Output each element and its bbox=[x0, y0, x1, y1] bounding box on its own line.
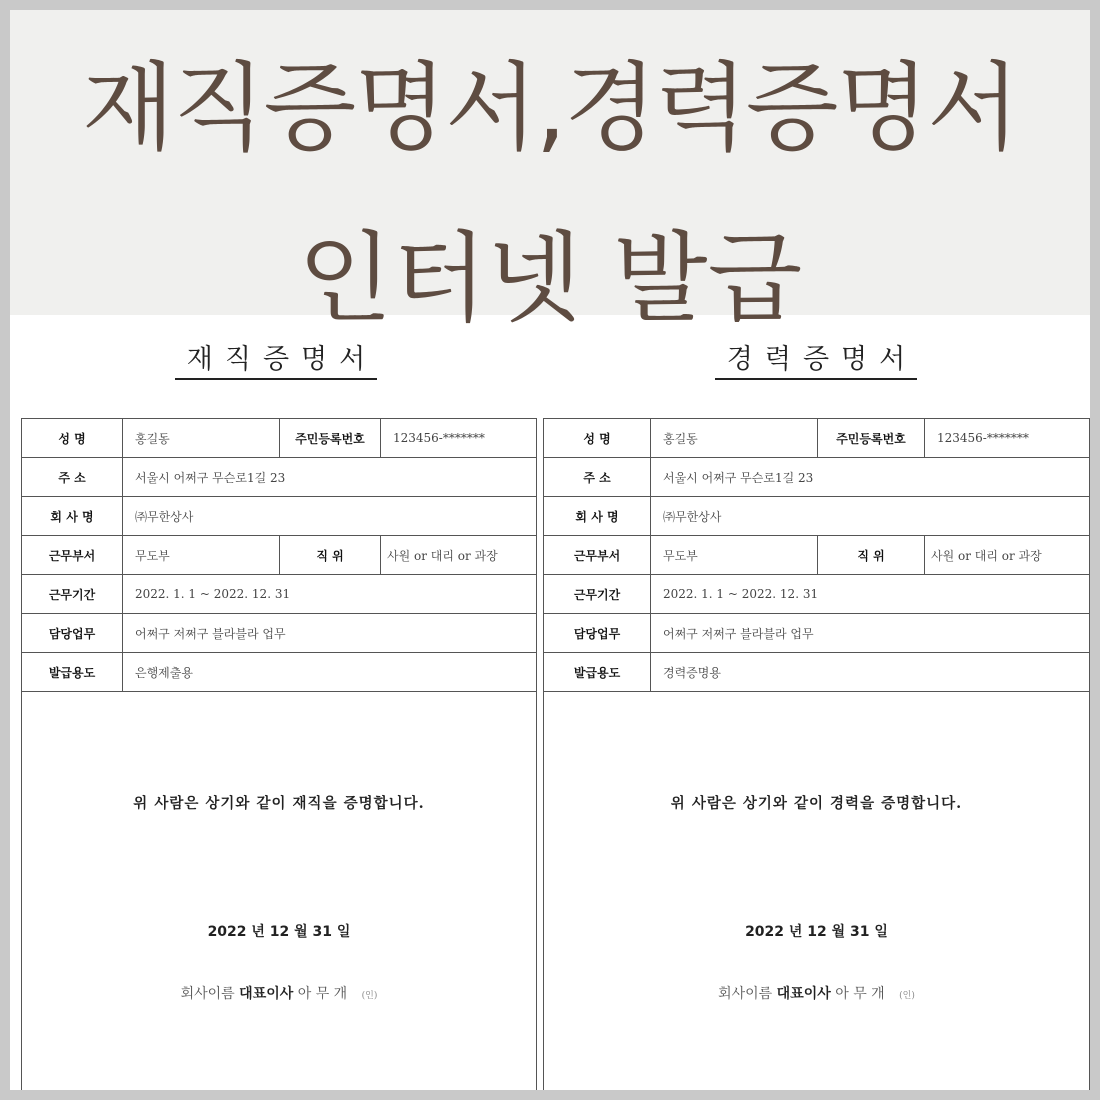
value-department: 무도부 bbox=[135, 548, 170, 563]
signature-line bbox=[544, 983, 1089, 1003]
career-certificate bbox=[542, 315, 1090, 1090]
document-title: 경력증명서 bbox=[542, 337, 1090, 376]
label-department: 근무부서 bbox=[544, 536, 651, 574]
label-duties: 담당업무 bbox=[22, 614, 123, 652]
value-name: 홍길동 bbox=[663, 431, 698, 446]
company-name: 회사이름 bbox=[180, 986, 235, 1002]
value-company: ㈜무한상사 bbox=[135, 509, 194, 524]
signature-line bbox=[22, 983, 536, 1003]
image-frame bbox=[10, 10, 1090, 1090]
label-resident-number: 주민등록번호 bbox=[817, 419, 925, 457]
label-name: 성 명 bbox=[22, 419, 123, 457]
value-duties: 어쩌구 저쩌구 블라블라 업무 bbox=[663, 626, 814, 641]
row-department bbox=[544, 536, 1089, 575]
row-company bbox=[22, 497, 536, 536]
banner-title-line-2: 인터넷 발급 bbox=[297, 222, 803, 336]
value-position: 사원 or 대리 or 과장 bbox=[931, 548, 1042, 563]
row-department bbox=[22, 536, 536, 575]
certificate-sheet bbox=[21, 418, 537, 1090]
ceo-name: 아 무 개 bbox=[835, 986, 885, 1002]
row-purpose bbox=[544, 653, 1089, 692]
label-period: 근무기간 bbox=[22, 575, 123, 613]
label-duties: 담당업무 bbox=[544, 614, 651, 652]
value-period: 2022. 1. 1 ~ 2022. 12. 31 bbox=[663, 587, 819, 601]
certification-statement: 위 사람은 상기와 같이 경력을 증명합니다. bbox=[670, 795, 963, 812]
label-address: 주 소 bbox=[22, 458, 123, 496]
value-address: 서울시 어쩌구 무슨로1길 23 bbox=[663, 470, 814, 485]
certificate-sheet bbox=[543, 418, 1090, 1090]
row-company bbox=[544, 497, 1089, 536]
value-purpose: 경력증명용 bbox=[663, 665, 721, 680]
value-name: 홍길동 bbox=[135, 431, 170, 446]
employment-certificate bbox=[10, 315, 542, 1090]
label-company: 회 사 명 bbox=[22, 497, 123, 535]
value-address: 서울시 어쩌구 무슨로1길 23 bbox=[135, 470, 286, 485]
certification-statement: 위 사람은 상기와 같이 재직을 증명합니다. bbox=[133, 795, 425, 812]
label-purpose: 발급용도 bbox=[22, 653, 123, 691]
label-name: 성 명 bbox=[544, 419, 651, 457]
ceo-name: 아 무 개 bbox=[297, 986, 348, 1002]
label-company: 회 사 명 bbox=[544, 497, 651, 535]
label-position: 직 위 bbox=[279, 536, 381, 574]
row-duties bbox=[544, 614, 1089, 653]
document-title: 재직증명서 bbox=[10, 337, 542, 376]
banner-title-line-1: 재직증명서,경력증명서 bbox=[82, 52, 1018, 164]
value-purpose: 은행제출용 bbox=[135, 665, 193, 680]
value-resident-number: 123456-******* bbox=[393, 431, 485, 445]
row-name bbox=[544, 419, 1089, 458]
label-address: 주 소 bbox=[544, 458, 651, 496]
value-department: 무도부 bbox=[663, 548, 698, 563]
value-position: 사원 or 대리 or 과장 bbox=[387, 548, 498, 563]
label-position: 직 위 bbox=[817, 536, 925, 574]
title-banner bbox=[10, 10, 1090, 336]
row-purpose bbox=[22, 653, 536, 692]
value-period: 2022. 1. 1 ~ 2022. 12. 31 bbox=[135, 587, 291, 601]
company-name: 회사이름 bbox=[718, 986, 773, 1002]
seal-mark: (인) bbox=[899, 991, 915, 1001]
value-company: ㈜무한상사 bbox=[663, 509, 722, 524]
ceo-title: 대표이사 bbox=[239, 986, 294, 1002]
label-purpose: 발급용도 bbox=[544, 653, 651, 691]
row-duties bbox=[22, 614, 536, 653]
row-address bbox=[544, 458, 1089, 497]
label-department: 근무부서 bbox=[22, 536, 123, 574]
label-resident-number: 주민등록번호 bbox=[279, 419, 381, 457]
seal-mark: (인) bbox=[361, 991, 378, 1001]
row-period bbox=[544, 575, 1089, 614]
row-name bbox=[22, 419, 536, 458]
issue-date: 2022 년 12 월 31 일 bbox=[207, 924, 351, 940]
row-address bbox=[22, 458, 536, 497]
issue-date: 2022 년 12 월 31 일 bbox=[745, 924, 888, 940]
ceo-title: 대표이사 bbox=[776, 986, 831, 1002]
label-period: 근무기간 bbox=[544, 575, 651, 613]
value-resident-number: 123456-******* bbox=[937, 431, 1029, 445]
value-duties: 어쩌구 저쩌구 블라블라 업무 bbox=[135, 626, 286, 641]
row-period bbox=[22, 575, 536, 614]
